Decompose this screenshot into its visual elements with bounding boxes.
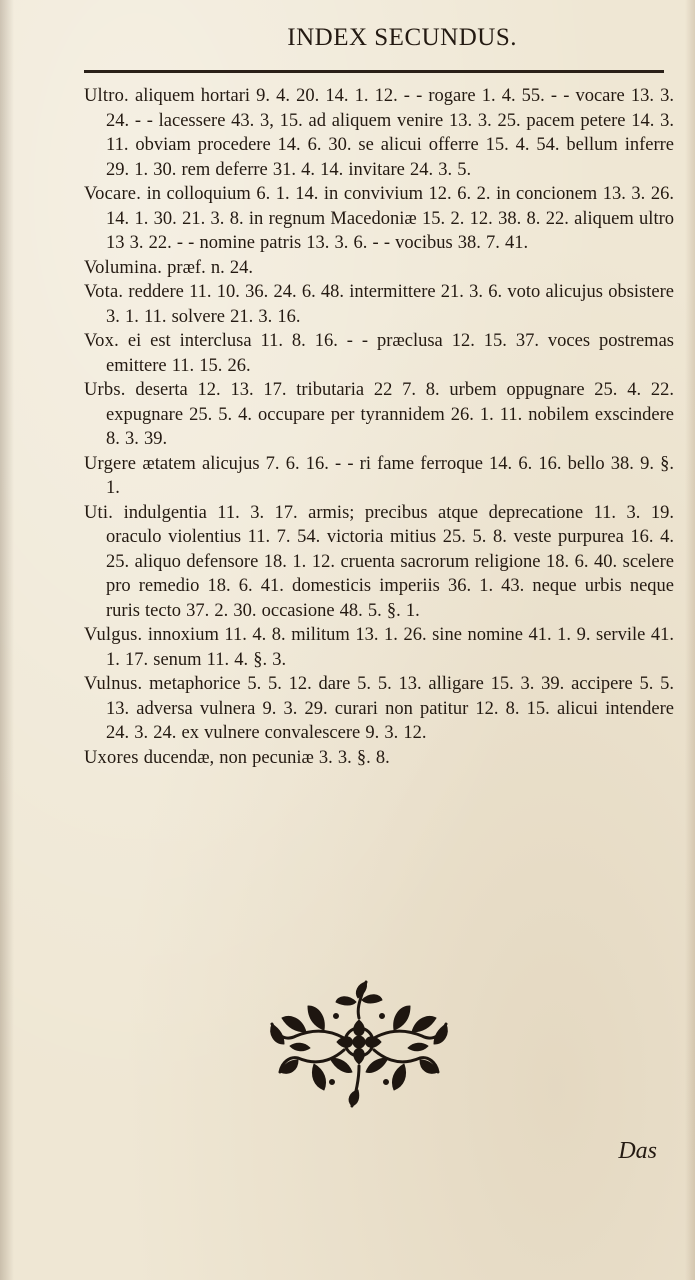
entry-lemma: Uxores [84, 747, 139, 768]
entry-lemma: Vulgus. [84, 625, 143, 645]
index-entry-vulgus [84, 623, 674, 672]
entry-text: metaphorice 5. 5. 12. dare 5. 5. 13. alligare 15. 3. 39. accipere 5. 5. 13. adversa vulnera 9. 3. 29. curari non patitur 12. 8. 15. alicui intendere 24. 3. 24. ex vulnere convalescere 9. 3. 12. [106, 674, 674, 743]
entry-lemma: Vocare. [84, 184, 142, 204]
entry-lemma: Ultro. [84, 86, 129, 106]
entry-text: indulgentia 11. 3. 17. armis; precibus atque deprecatione 11. 3. 19. oraculo violentius 11. 7. 54. victoria mitius 25. 5. 8. veste purpurea 16. 4. 25. aliquo defensore 18. 1. 12. cruenta sacrorum religione 18. 6. 40. scelere pro remedio 18. 6. 41. domesticis imperiis 36. 1. 43. neque urbis neque ruris tecto 37. 2. 30. occasione 48. 5. §. 1. [106, 502, 674, 621]
index-entry-urbs [84, 378, 674, 452]
entry-text: præf. n. 24. [162, 257, 253, 278]
index-entry-vox [84, 329, 674, 378]
entry-text: aliquem hortari 9. 4. 20. 14. 1. 12. - - rogare 1. 4. 55. - - vocare 13. 3. 24. - - lacessere 43. 3, 15. ad aliquem venire 13. 3. 25. pacem petere 14. 3. 11. obviam procedere 14. 6. 30. se alicui offerre 15. 4. 54. bellum inferre 29. 1. 30. rem deferre 31. 4. 14. invitare 24. 3. 5. [106, 86, 674, 180]
page-edge-shadow [685, 0, 695, 1280]
index-entry-vocare [84, 182, 674, 256]
index-entries [84, 84, 674, 770]
index-entry-uxores [84, 746, 674, 771]
entry-text: deserta 12. 13. 17. tributaria 22 7. 8. urbem oppugnare 25. 4. 22. expugnare 25. 5. 4. occupare per tyrannidem 26. 1. 11. nobilem exscindere 8. 3. 39. [106, 380, 674, 449]
page-gutter-shadow [0, 0, 14, 1280]
entry-text: innoxium 11. 4. 8. militum 13. 1. 26. sine nomine 41. 1. 9. servile 41. 1. 17. senum 11. 4. §. 3. [106, 625, 674, 670]
entry-text: in colloquium 6. 1. 14. in convivium 12. 6. 2. in concionem 13. 3. 26. 14. 1. 30. 21. 3. 8. in regnum Macedoniæ 15. 2. 12. 38. 8. 22. aliquem ultro 13 3. 22. - - nomine patris 13. 3. 6. - - vocibus 38. 7. 41. [106, 184, 674, 253]
entry-lemma: Urbs. [84, 380, 126, 400]
index-entry-ultro [84, 84, 674, 182]
entry-lemma: Vota. [84, 282, 124, 302]
header-rule [84, 70, 664, 73]
entry-lemma: Vulnus. [84, 674, 143, 694]
running-head: INDEX SECUNDUS. [287, 24, 517, 51]
entry-lemma: Uti. [84, 502, 114, 523]
index-entry-volumina [84, 256, 674, 281]
entry-text: ducendæ, non pecuniæ 3. 3. §. 8. [138, 747, 390, 768]
entry-lemma: Urgere [84, 453, 137, 474]
entry-text: reddere 11. 10. 36. 24. 6. 48. intermittere 21. 3. 6. voto alicujus obsistere 3. 1. 11. solvere 21. 3. 16. [106, 282, 674, 327]
floral-tailpiece-icon [266, 972, 452, 1112]
index-entry-vulnus [84, 672, 674, 746]
index-entry-uti [84, 501, 674, 624]
index-entry-urgere [84, 452, 674, 501]
catchword: Das [618, 1138, 657, 1164]
entry-lemma: Volumina. [84, 257, 163, 278]
entry-text: ei est interclusa 11. 8. 16. - - præclusa 12. 15. 37. voces postremas emittere 11. 15. 26. [106, 331, 674, 376]
entry-lemma: Vox. [84, 331, 119, 351]
entry-text: ætatem alicujus 7. 6. 16. - - ri fame ferroque 14. 6. 16. bello 38. 9. §. 1. [106, 453, 674, 498]
index-entry-vota [84, 280, 674, 329]
